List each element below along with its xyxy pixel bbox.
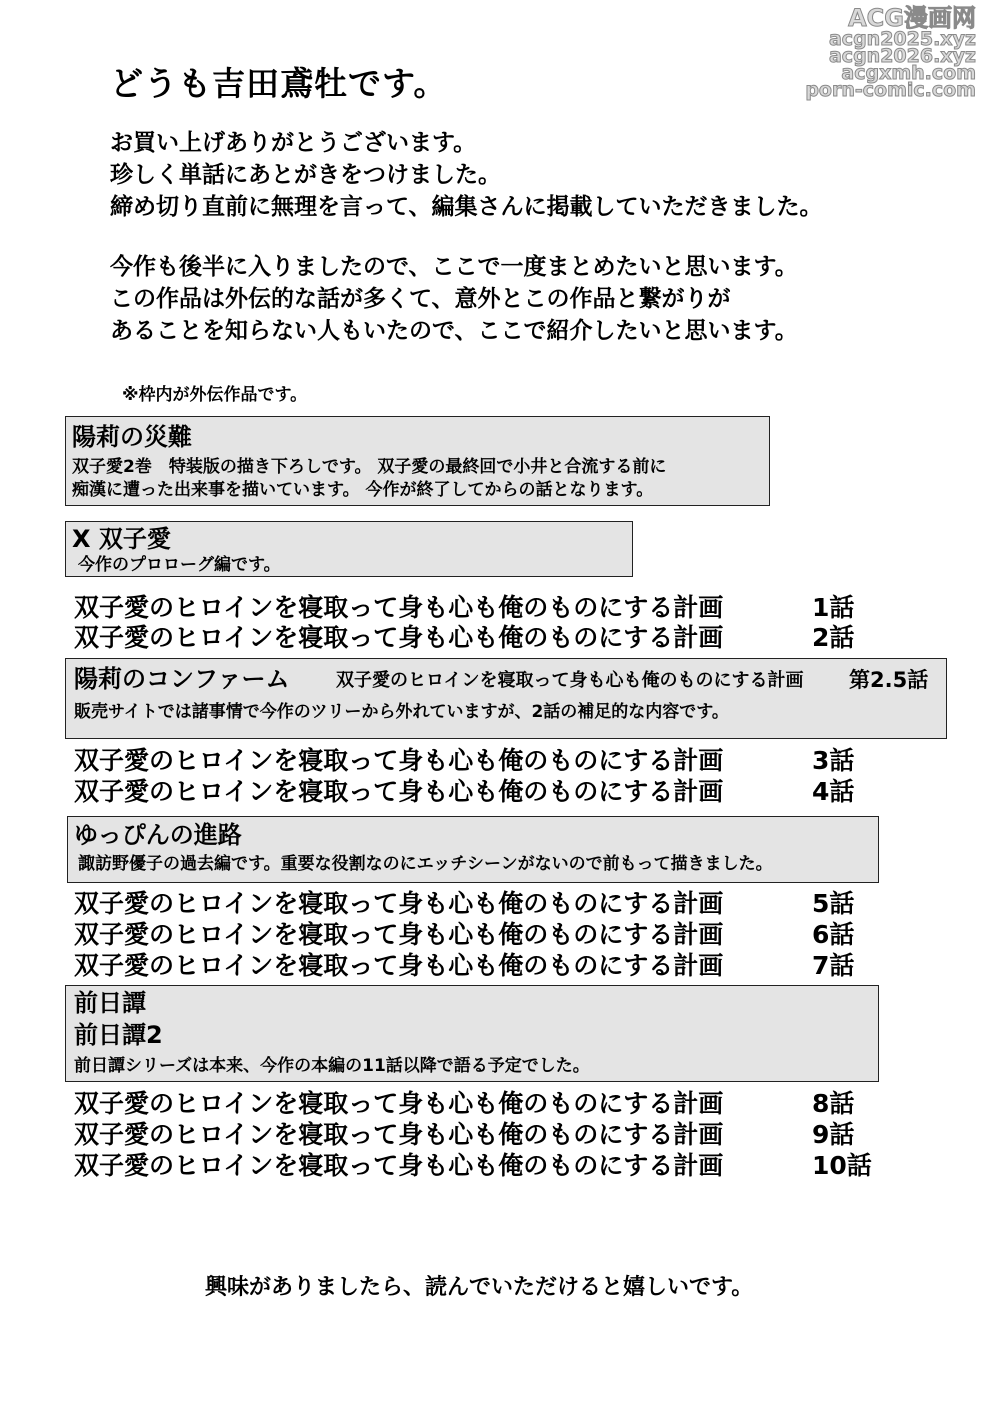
episode-row — [74, 950, 855, 981]
intro-line: 今作も後半に入りましたので、ここで一度まとめたいと思います。 — [110, 254, 798, 280]
episode-number: 8話 — [812, 1089, 855, 1118]
spinoff-box-yuppin — [67, 816, 879, 883]
spinoff-subtitle: 双子愛のヒロインを寝取って身も心も俺のものにする計画 — [336, 670, 804, 691]
spinoff-description: 今作のプロローグ編です。 — [78, 555, 281, 575]
episode-series-title: 双子愛のヒロインを寝取って身も心も俺のものにする計画 — [74, 920, 724, 949]
intro-line: 珍しく単話にあとがきをつけました。 — [110, 162, 501, 188]
spinoff-title: 前日譚 — [74, 989, 146, 1017]
watermark-line: acgn2026.xyz — [828, 45, 976, 67]
episode-row — [74, 592, 855, 623]
spinoff-title: 陽莉のコンファーム — [74, 665, 290, 693]
watermark-line: acgxmh.com — [841, 62, 976, 84]
intro-line: お買い上げありがとうございます。 — [110, 130, 477, 156]
episode-row — [74, 622, 855, 653]
spinoff-description: 販売サイトでは諸事情で今作のツリーから外れていますが、2話の補足的な内容です。 — [74, 702, 729, 722]
spinoff-description: 双子愛2巻 特装版の描き下ろしです。 双子愛の最終回で小井と合流する前に — [72, 457, 667, 477]
closing-text: 興味がありましたら、読んでいただけると嬉しいです。 — [205, 1275, 754, 1300]
episode-series-title: 双子愛のヒロインを寝取って身も心も俺のものにする計画 — [74, 593, 724, 622]
spinoff-title: X 双子愛 — [72, 525, 171, 553]
episode-series-title: 双子愛のヒロインを寝取って身も心も俺のものにする計画 — [74, 777, 724, 806]
intro-line: あることを知らない人もいたので、ここで紹介したいと思います。 — [110, 318, 798, 344]
intro-line: 締め切り直前に無理を言って、編集さんに掲載していただきました。 — [110, 194, 823, 220]
episode-series-title: 双子愛のヒロインを寝取って身も心も俺のものにする計画 — [74, 623, 724, 652]
episode-row — [74, 776, 855, 807]
spinoff-title: 陽莉の災難 — [72, 423, 192, 451]
spinoff-description: 前日譚シリーズは本来、今作の本編の11話以降で語る予定でした。 — [74, 1056, 590, 1076]
watermark-line: ACG漫画网 — [848, 4, 976, 32]
spinoff-description: 痴漢に遭った出来事を描いています。 今作が終了してからの話となります。 — [72, 480, 654, 500]
episode-series-title: 双子愛のヒロインを寝取って身も心も俺のものにする計画 — [74, 889, 724, 918]
intro-line: この作品は外伝的な話が多くて、意外とこの作品と繋がりが — [110, 286, 731, 312]
episode-number: 9話 — [812, 1120, 855, 1149]
episode-number: 4話 — [812, 777, 855, 806]
spinoff-box-x-futagoai — [65, 521, 633, 577]
episode-series-title: 双子愛のヒロインを寝取って身も心も俺のものにする計画 — [74, 951, 724, 980]
spinoff-box-zenjitsutan — [65, 985, 879, 1082]
spinoff-box-confirm — [65, 658, 947, 739]
episode-number: 7話 — [812, 951, 855, 980]
spinoff-title: ゆっぴんの進路 — [74, 821, 242, 849]
spinoff-title: 前日譚2 — [74, 1021, 163, 1049]
episode-row — [74, 1150, 872, 1181]
episode-row — [74, 745, 855, 776]
episode-series-title: 双子愛のヒロインを寝取って身も心も俺のものにする計画 — [74, 746, 724, 775]
watermark-line: acgn2025.xyz — [828, 28, 976, 50]
episode-row — [74, 888, 855, 919]
episode-row — [74, 919, 855, 950]
episode-row — [74, 1119, 855, 1150]
page-title: どうも吉田鳶牡です。 — [110, 64, 448, 103]
episode-series-title: 双子愛のヒロインを寝取って身も心も俺のものにする計画 — [74, 1120, 724, 1149]
episode-number: 6話 — [812, 920, 855, 949]
episode-row — [74, 1088, 855, 1119]
episode-number: 3話 — [812, 746, 855, 775]
episode-number: 5話 — [812, 889, 855, 918]
episode-series-title: 双子愛のヒロインを寝取って身も心も俺のものにする計画 — [74, 1151, 724, 1180]
spinoff-box-youri-disaster — [65, 416, 770, 506]
episode-number: 1話 — [812, 593, 855, 622]
spinoff-description: 諏訪野優子の過去編です。重要な役割なのにエッチシーンがないので前もって描きました。 — [78, 854, 773, 874]
spinoff-episode: 第2.5話 — [849, 668, 929, 692]
episode-number: 10話 — [812, 1151, 872, 1180]
episode-number: 2話 — [812, 623, 855, 652]
episode-series-title: 双子愛のヒロインを寝取って身も心も俺のものにする計画 — [74, 1089, 724, 1118]
note-text: ※枠内が外伝作品です。 — [122, 385, 308, 405]
watermark-line: porn-comic.com — [805, 79, 976, 101]
